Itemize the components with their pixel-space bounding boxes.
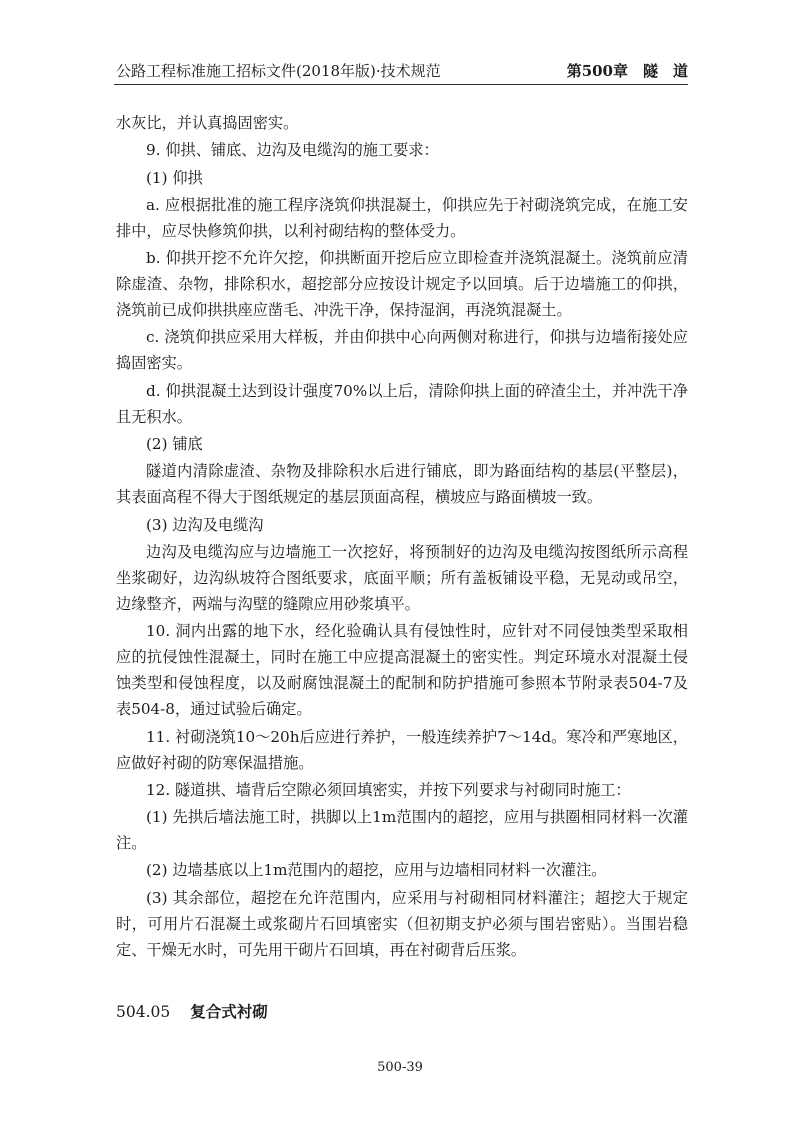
subheading: (1) 仰拱 xyxy=(146,168,203,187)
header-chapter: 第500章 隧 道 xyxy=(566,62,688,80)
paragraph: 12. 隧道拱、墙背后空隙必须回填密实，并按下列要求与衬砌同时施工： xyxy=(146,780,631,799)
section-title: 复合式衬砌 xyxy=(190,1002,268,1021)
section-number: 504.05 xyxy=(116,1003,171,1021)
paragraph: 水灰比，并认真捣固密实。 xyxy=(116,114,299,132)
subheading: (3) 边沟及电缆沟 xyxy=(146,515,264,534)
paragraph: 9. 仰拱、铺底、边沟及电缆沟的施工要求： xyxy=(146,141,439,160)
subheading: (2) 铺底 xyxy=(146,435,203,454)
paragraph: (2) 边墙基底以上1m范围内的超挖，应用与边墙相同材料一次灌注。 xyxy=(146,861,607,880)
header-divider xyxy=(114,84,688,85)
paragraph: c. 浇筑仰拱应采用大样板，并由仰拱中心向两侧对称进行，仰拱与边墙衔接处应捣固密实。 xyxy=(116,328,688,373)
page-number: 500-39 xyxy=(377,1060,423,1075)
body-text xyxy=(116,110,688,964)
paragraph: 边沟及电缆沟应与边墙施工一次挖好，将预制好的边沟及电缆沟按图纸所示高程坐浆砌好，边沟纵坡符合图纸要求，底面平顺；所有盖板铺设平稳，无晃动或吊空，边缘整齐，两端与沟壁的缝隙应用砂浆填平。 xyxy=(116,542,688,613)
header-document-title: 公路工程标准施工招标文件(2018年版)·技术规范 xyxy=(116,62,441,80)
paragraph: a. 应根据批准的施工程序浇筑仰拱混凝土，仰拱应先于衬砌浇筑完成，在施工安排中，应尽快修筑仰拱，以利衬砌结构的整体受力。 xyxy=(116,195,688,240)
paragraph: d. 仰拱混凝土达到设计强度70%以上后，清除仰拱上面的碎渣尘土，并冲洗干净且无积水。 xyxy=(116,381,688,426)
paragraph: (3) 其余部位，超挖在允许范围内，应采用与衬砌相同材料灌注；超挖大于规定时，可用片石混凝土或浆砌片石回填密实（但初期支护必须与围岩密贴）。当围岩稳定、干燥无水时，可先用干砌片石回填，再在衬砌背后压浆。 xyxy=(116,888,688,959)
paragraph: b. 仰拱开挖不允许欠挖，仰拱断面开挖后应立即检查并浇筑混凝土。浇筑前应清除虚渣、杂物，排除积水，超挖部分应按设计规定予以回填。后于边墙施工的仰拱，浇筑前已成仰拱拱座应凿毛、冲洗干净，保持湿润，再浇筑混凝土。 xyxy=(116,249,688,320)
paragraph: 隧道内清除虚渣、杂物及排除积水后进行铺底，即为路面结构的基层(平整层)，其表面高程不得大于图纸规定的基层顶面高程，横坡应与路面横坡一致。 xyxy=(116,462,688,507)
paragraph: (1) 先拱后墙法施工时，拱脚以上1m范围内的超挖，应用与拱圈相同材料一次灌注。 xyxy=(116,808,688,853)
section-heading xyxy=(116,1000,268,1022)
paragraph: 11. 衬砌浇筑10～20h后应进行养护，一般连续养护7～14d。寒冷和严寒地区，应做好衬砌的防寒保温措施。 xyxy=(116,727,688,772)
paragraph: 10. 洞内出露的地下水，经化验确认具有侵蚀性时，应针对不同侵蚀类型采取相应的抗侵蚀性混凝土，同时在施工中应提高混凝土的密实性。判定环境水对混凝土侵蚀类型和侵蚀程度，以及耐腐蚀混凝土的配制和防护措施可参照本节附录表504-7及表504-8，通过试验后确定。 xyxy=(116,622,688,719)
